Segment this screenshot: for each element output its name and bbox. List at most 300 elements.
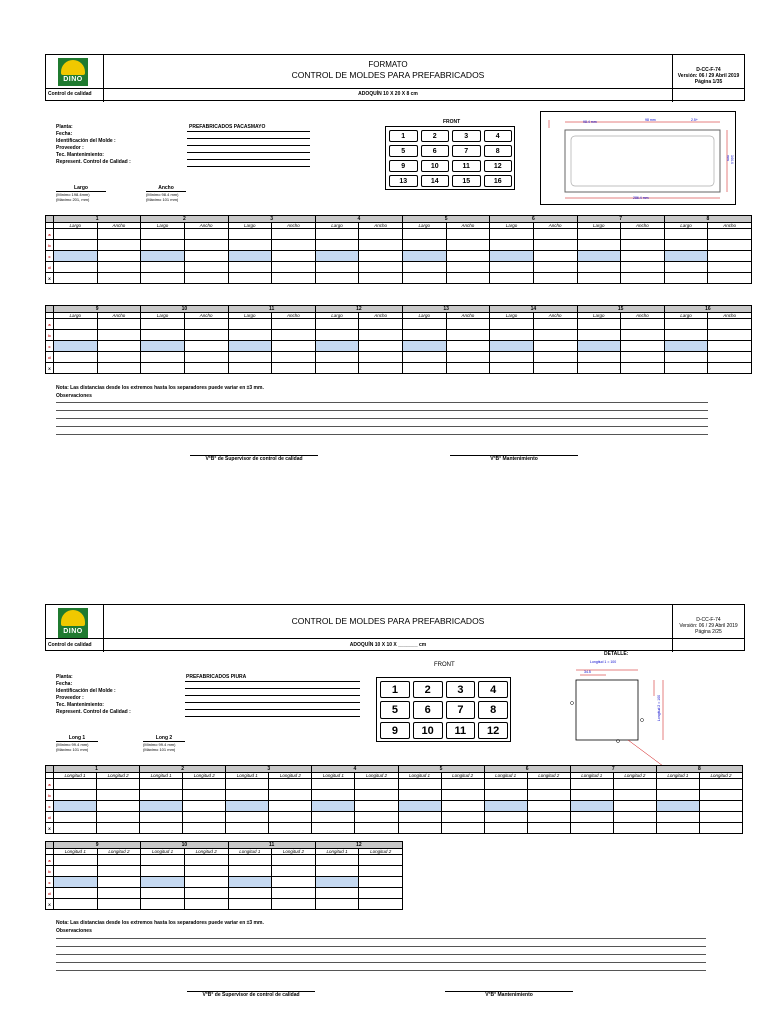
measure-cell[interactable]: [446, 229, 490, 240]
measure-cell[interactable]: [97, 229, 141, 240]
measure-cell[interactable]: [441, 812, 484, 823]
measure-cell[interactable]: [272, 273, 316, 284]
measure-cell[interactable]: [272, 251, 316, 262]
measure-cell[interactable]: [97, 341, 141, 352]
measure-cell[interactable]: [54, 352, 98, 363]
measure-cell[interactable]: [403, 363, 447, 374]
measure-cell[interactable]: [527, 801, 570, 812]
measure-cell[interactable]: [490, 352, 534, 363]
measure-cell[interactable]: [228, 363, 272, 374]
measure-cell[interactable]: [183, 812, 226, 823]
measure-cell[interactable]: [315, 352, 359, 363]
measure-cell[interactable]: [312, 801, 355, 812]
measure-cell[interactable]: [656, 812, 699, 823]
measure-cell[interactable]: [184, 262, 228, 273]
measure-cell[interactable]: [621, 229, 665, 240]
measure-cell[interactable]: [621, 341, 665, 352]
measure-cell[interactable]: [355, 790, 398, 801]
measure-cell[interactable]: [446, 240, 490, 251]
measure-cell[interactable]: [577, 341, 621, 352]
planta-value[interactable]: PREFABRICADOS PACASMAYO: [189, 124, 266, 130]
measure-cell[interactable]: [226, 823, 269, 834]
measure-cell[interactable]: [97, 330, 141, 341]
measure-cell[interactable]: [272, 888, 316, 899]
measure-cell[interactable]: [272, 855, 316, 866]
measure-cell[interactable]: [533, 330, 577, 341]
measure-cell[interactable]: [228, 262, 272, 273]
measure-cell[interactable]: [54, 899, 98, 910]
measure-cell[interactable]: [228, 251, 272, 262]
measure-cell[interactable]: [141, 855, 185, 866]
measure-cell[interactable]: [97, 251, 141, 262]
measure-cell[interactable]: [315, 888, 359, 899]
measure-cell[interactable]: [54, 779, 97, 790]
measure-cell[interactable]: [184, 352, 228, 363]
measure-cell[interactable]: [97, 888, 141, 899]
measure-cell[interactable]: [621, 330, 665, 341]
measure-cell[interactable]: [141, 319, 185, 330]
measure-cell[interactable]: [527, 779, 570, 790]
measure-cell[interactable]: [97, 877, 141, 888]
measure-cell[interactable]: [269, 812, 312, 823]
measure-cell[interactable]: [441, 823, 484, 834]
measure-cell[interactable]: [97, 812, 140, 823]
measure-cell[interactable]: [315, 855, 359, 866]
measure-cell[interactable]: [359, 341, 403, 352]
measure-cell[interactable]: [228, 866, 272, 877]
measure-cell[interactable]: [312, 812, 355, 823]
measure-cell[interactable]: [315, 866, 359, 877]
measure-cell[interactable]: [484, 823, 527, 834]
measure-cell[interactable]: [359, 877, 403, 888]
measure-cell[interactable]: [355, 801, 398, 812]
measure-cell[interactable]: [621, 319, 665, 330]
measure-cell[interactable]: [141, 273, 185, 284]
measure-cell[interactable]: [184, 273, 228, 284]
measure-cell[interactable]: [184, 240, 228, 251]
measure-cell[interactable]: [398, 823, 441, 834]
measure-cell[interactable]: [141, 899, 185, 910]
measure-cell[interactable]: [272, 330, 316, 341]
measure-cell[interactable]: [446, 352, 490, 363]
measure-cell[interactable]: [54, 877, 98, 888]
measure-cell[interactable]: [490, 341, 534, 352]
measure-cell[interactable]: [570, 790, 613, 801]
measure-cell[interactable]: [621, 273, 665, 284]
measure-cell[interactable]: [441, 790, 484, 801]
front-cell: 16: [484, 175, 513, 187]
measure-cell[interactable]: [359, 240, 403, 251]
measure-cell[interactable]: [577, 352, 621, 363]
measure-cell[interactable]: [54, 240, 98, 251]
measure-cell[interactable]: [527, 812, 570, 823]
measure-cell[interactable]: [403, 251, 447, 262]
measure-cell[interactable]: [359, 330, 403, 341]
measure-cell[interactable]: [315, 251, 359, 262]
measure-cell[interactable]: [699, 790, 742, 801]
measure-cell[interactable]: [184, 330, 228, 341]
measure-cell[interactable]: [664, 363, 708, 374]
measure-cell[interactable]: [141, 262, 185, 273]
measure-cell[interactable]: [184, 877, 228, 888]
measure-cell[interactable]: [184, 341, 228, 352]
measure-cell[interactable]: [359, 866, 403, 877]
measure-cell[interactable]: [577, 240, 621, 251]
measure-cell[interactable]: [359, 363, 403, 374]
measure-cell[interactable]: [446, 262, 490, 273]
measure-cell[interactable]: [533, 273, 577, 284]
measure-cell[interactable]: [570, 801, 613, 812]
measure-cell[interactable]: [54, 273, 98, 284]
measure-cell[interactable]: [269, 790, 312, 801]
measure-cell[interactable]: [577, 251, 621, 262]
measure-cell[interactable]: [403, 341, 447, 352]
measure-cell[interactable]: [228, 330, 272, 341]
measure-cell[interactable]: [228, 352, 272, 363]
measure-cell[interactable]: [403, 330, 447, 341]
measure-cell[interactable]: [184, 229, 228, 240]
measure-cell[interactable]: [141, 363, 185, 374]
measure-cell[interactable]: [533, 262, 577, 273]
measure-cell[interactable]: [269, 823, 312, 834]
measure-cell[interactable]: [141, 866, 185, 877]
measure-cell[interactable]: [490, 273, 534, 284]
measure-cell[interactable]: [54, 801, 97, 812]
measure-cell[interactable]: [708, 319, 752, 330]
measure-cell[interactable]: [183, 790, 226, 801]
measure-cell[interactable]: [228, 855, 272, 866]
measure-cell[interactable]: [359, 262, 403, 273]
measure-cell[interactable]: [577, 363, 621, 374]
measure-cell[interactable]: [490, 251, 534, 262]
measure-cell[interactable]: [140, 823, 183, 834]
measure-cell[interactable]: [226, 812, 269, 823]
measure-cell[interactable]: [613, 801, 656, 812]
measure-cell[interactable]: [621, 363, 665, 374]
measure-cell[interactable]: [315, 229, 359, 240]
measure-cell[interactable]: [54, 888, 98, 899]
measure-cell[interactable]: [97, 240, 141, 251]
measure-cell[interactable]: [272, 319, 316, 330]
measure-cell[interactable]: [613, 823, 656, 834]
sub-header: Largo: [54, 223, 98, 229]
measure-cell[interactable]: [446, 341, 490, 352]
measure-cell[interactable]: [355, 823, 398, 834]
measure-cell[interactable]: [484, 790, 527, 801]
measure-cell[interactable]: [97, 352, 141, 363]
measure-cell[interactable]: [577, 319, 621, 330]
measure-cell[interactable]: [272, 229, 316, 240]
measure-cell[interactable]: [312, 823, 355, 834]
measure-cell[interactable]: [441, 779, 484, 790]
measure-cell[interactable]: [708, 352, 752, 363]
measure-cell[interactable]: [656, 790, 699, 801]
mold-number-header: 14: [490, 306, 577, 313]
measure-cell[interactable]: [359, 888, 403, 899]
measure-cell[interactable]: [183, 779, 226, 790]
measure-cell[interactable]: [446, 251, 490, 262]
measure-cell[interactable]: [621, 262, 665, 273]
measure-cell[interactable]: [403, 352, 447, 363]
measure-cell[interactable]: [699, 812, 742, 823]
measure-cell[interactable]: [184, 866, 228, 877]
measure-cell[interactable]: [272, 899, 316, 910]
measure-cell[interactable]: [140, 779, 183, 790]
doc-meta: D-CC-F-74 Versión: 06 / 29 Abril 2019 Página 1/35: [672, 55, 744, 102]
measure-cell[interactable]: [272, 877, 316, 888]
measure-cell[interactable]: [315, 273, 359, 284]
corner-cell: [46, 766, 54, 773]
measure-cell[interactable]: [398, 812, 441, 823]
measure-cell[interactable]: [621, 251, 665, 262]
measure-cell[interactable]: [490, 229, 534, 240]
measure-cell[interactable]: [699, 779, 742, 790]
sub-header: Ancho: [97, 313, 141, 319]
measure-cell[interactable]: [272, 240, 316, 251]
measure-cell[interactable]: [315, 877, 359, 888]
measure-cell[interactable]: [484, 779, 527, 790]
measure-cell[interactable]: [441, 801, 484, 812]
measure-cell[interactable]: [97, 319, 141, 330]
measure-cell[interactable]: [664, 251, 708, 262]
measure-cell[interactable]: [184, 888, 228, 899]
measure-cell[interactable]: [359, 251, 403, 262]
measure-cell[interactable]: [708, 251, 752, 262]
measure-cell[interactable]: [54, 855, 98, 866]
measure-cell[interactable]: [97, 823, 140, 834]
measure-cell[interactable]: [446, 330, 490, 341]
measure-cell[interactable]: [527, 823, 570, 834]
measure-cell[interactable]: [54, 229, 98, 240]
dim-ancho: Ancho (Mínimo 98.4 mm) (Máximo 101 mm): [146, 185, 186, 202]
measure-cell[interactable]: [398, 790, 441, 801]
measure-cell[interactable]: [708, 273, 752, 284]
measure-cell[interactable]: [272, 363, 316, 374]
measure-cell[interactable]: [228, 888, 272, 899]
measure-cell[interactable]: [228, 273, 272, 284]
measure-cell[interactable]: [446, 319, 490, 330]
measure-cell[interactable]: [54, 319, 98, 330]
measure-cell[interactable]: [490, 330, 534, 341]
measure-cell[interactable]: [228, 319, 272, 330]
measure-cell[interactable]: [228, 877, 272, 888]
measure-cell[interactable]: [355, 812, 398, 823]
measure-cell[interactable]: [228, 229, 272, 240]
measure-cell[interactable]: [533, 341, 577, 352]
measure-cell[interactable]: [54, 790, 97, 801]
measure-cell[interactable]: [359, 229, 403, 240]
measure-cell[interactable]: [97, 262, 141, 273]
measure-cell[interactable]: [355, 779, 398, 790]
measure-cell[interactable]: [446, 363, 490, 374]
measure-cell[interactable]: [664, 262, 708, 273]
measure-cell[interactable]: [484, 812, 527, 823]
measure-cell[interactable]: [184, 855, 228, 866]
measure-cell[interactable]: [228, 341, 272, 352]
measure-cell[interactable]: [184, 363, 228, 374]
mold-number-header: 2: [140, 766, 226, 773]
measure-cell[interactable]: [533, 229, 577, 240]
measure-cell[interactable]: [97, 801, 140, 812]
measure-cell[interactable]: [97, 866, 141, 877]
measure-cell[interactable]: [315, 899, 359, 910]
measure-cell[interactable]: [54, 363, 98, 374]
measure-cell[interactable]: [490, 262, 534, 273]
measure-cell[interactable]: [490, 240, 534, 251]
measure-cell[interactable]: [141, 240, 185, 251]
measure-cell[interactable]: [228, 899, 272, 910]
measure-cell[interactable]: [533, 240, 577, 251]
detail-drawing: [568, 658, 678, 773]
measure-cell[interactable]: [141, 330, 185, 341]
measure-cell[interactable]: [272, 352, 316, 363]
measure-cell[interactable]: [577, 229, 621, 240]
measure-cell[interactable]: [708, 240, 752, 251]
measure-cell[interactable]: [403, 319, 447, 330]
measure-cell[interactable]: [54, 262, 98, 273]
measure-cell[interactable]: [664, 273, 708, 284]
measure-cell[interactable]: [272, 866, 316, 877]
planta-value[interactable]: PREFABRICADOS PIURA: [186, 674, 247, 680]
measure-cell[interactable]: [54, 866, 98, 877]
measure-cell[interactable]: [140, 801, 183, 812]
mold-number-header: 6: [490, 216, 577, 223]
measure-cell[interactable]: [398, 779, 441, 790]
measure-cell[interactable]: [490, 363, 534, 374]
measure-cell[interactable]: [97, 779, 140, 790]
measure-cell[interactable]: [315, 363, 359, 374]
measure-cell[interactable]: [527, 790, 570, 801]
measure-cell[interactable]: [359, 855, 403, 866]
measure-cell[interactable]: [359, 899, 403, 910]
measure-cell[interactable]: [226, 801, 269, 812]
measure-cell[interactable]: [359, 352, 403, 363]
measure-cell[interactable]: [577, 262, 621, 273]
measure-cell[interactable]: [54, 341, 98, 352]
measure-cell[interactable]: [708, 341, 752, 352]
measure-cell[interactable]: [184, 251, 228, 262]
measure-cell[interactable]: [54, 330, 98, 341]
mold-number-header: 10: [141, 842, 228, 849]
measure-cell[interactable]: [403, 240, 447, 251]
measure-cell[interactable]: [183, 801, 226, 812]
measure-cell[interactable]: [664, 240, 708, 251]
measure-cell[interactable]: [656, 779, 699, 790]
measure-cell[interactable]: [613, 790, 656, 801]
measure-cell[interactable]: [272, 341, 316, 352]
measure-cell[interactable]: [141, 888, 185, 899]
measure-cell[interactable]: [141, 877, 185, 888]
measure-cell[interactable]: [664, 352, 708, 363]
measure-cell[interactable]: [577, 330, 621, 341]
measure-cell[interactable]: [570, 823, 613, 834]
measure-cell[interactable]: [613, 779, 656, 790]
measure-cell[interactable]: [699, 801, 742, 812]
measure-cell[interactable]: [621, 240, 665, 251]
measure-cell[interactable]: [140, 790, 183, 801]
sub-header: Ancho: [708, 313, 752, 319]
measure-cell[interactable]: [312, 790, 355, 801]
measure-cell[interactable]: [403, 262, 447, 273]
mold-number-header: 1: [54, 766, 140, 773]
measure-cell[interactable]: [708, 229, 752, 240]
measure-cell[interactable]: [403, 229, 447, 240]
measure-cell[interactable]: [656, 823, 699, 834]
measure-cell[interactable]: [54, 823, 97, 834]
measure-cell[interactable]: [312, 779, 355, 790]
measure-cell[interactable]: [140, 812, 183, 823]
measure-cell[interactable]: [613, 812, 656, 823]
measure-cell[interactable]: [533, 251, 577, 262]
measure-cell[interactable]: [664, 330, 708, 341]
measure-cell[interactable]: [533, 319, 577, 330]
measure-cell[interactable]: [97, 899, 141, 910]
measure-cell[interactable]: [398, 801, 441, 812]
measure-cell[interactable]: [621, 352, 665, 363]
measure-cell[interactable]: [97, 790, 140, 801]
measure-cell[interactable]: [484, 801, 527, 812]
page1-header: [45, 54, 745, 101]
measure-cell[interactable]: [699, 823, 742, 834]
measure-cell[interactable]: [226, 779, 269, 790]
measure-cell[interactable]: [533, 363, 577, 374]
measure-cell[interactable]: [708, 363, 752, 374]
label-proveedor: Proveedor :: [56, 145, 84, 151]
measure-cell[interactable]: [97, 363, 141, 374]
measure-cell[interactable]: [315, 330, 359, 341]
measure-cell[interactable]: [184, 319, 228, 330]
measure-cell[interactable]: [269, 779, 312, 790]
measure-cell[interactable]: [359, 273, 403, 284]
subtitle: ADOQUÍN 10 X 20 X 8 cm: [358, 91, 418, 97]
measure-cell[interactable]: [656, 801, 699, 812]
measure-cell[interactable]: [272, 262, 316, 273]
measure-cell[interactable]: [184, 899, 228, 910]
measure-cell[interactable]: [708, 330, 752, 341]
measure-cell[interactable]: [54, 251, 98, 262]
measure-cell[interactable]: [533, 352, 577, 363]
measure-cell[interactable]: [183, 823, 226, 834]
measure-cell[interactable]: [54, 812, 97, 823]
measure-cell[interactable]: [490, 319, 534, 330]
measure-cell[interactable]: [228, 240, 272, 251]
measure-cell[interactable]: [269, 801, 312, 812]
measure-cell[interactable]: [315, 262, 359, 273]
sub-header: Longitud 2: [359, 849, 403, 855]
measure-cell[interactable]: [708, 262, 752, 273]
measure-cell[interactable]: [226, 790, 269, 801]
measure-cell[interactable]: [664, 319, 708, 330]
measure-cell[interactable]: [570, 779, 613, 790]
mold-number-header: 11: [228, 842, 315, 849]
measure-cell[interactable]: [664, 229, 708, 240]
measure-cell[interactable]: [97, 273, 141, 284]
measure-cell[interactable]: [141, 341, 185, 352]
measure-cell[interactable]: [315, 240, 359, 251]
measure-cell[interactable]: [315, 319, 359, 330]
measure-cell[interactable]: [141, 229, 185, 240]
measure-cell[interactable]: [141, 352, 185, 363]
measure-cell[interactable]: [577, 273, 621, 284]
measure-cell[interactable]: [446, 273, 490, 284]
measure-cell[interactable]: [315, 341, 359, 352]
measure-cell[interactable]: [97, 855, 141, 866]
measure-cell[interactable]: [141, 251, 185, 262]
measure-cell[interactable]: [359, 319, 403, 330]
measure-cell[interactable]: [664, 341, 708, 352]
measure-cell[interactable]: [570, 812, 613, 823]
measure-cell[interactable]: [403, 273, 447, 284]
